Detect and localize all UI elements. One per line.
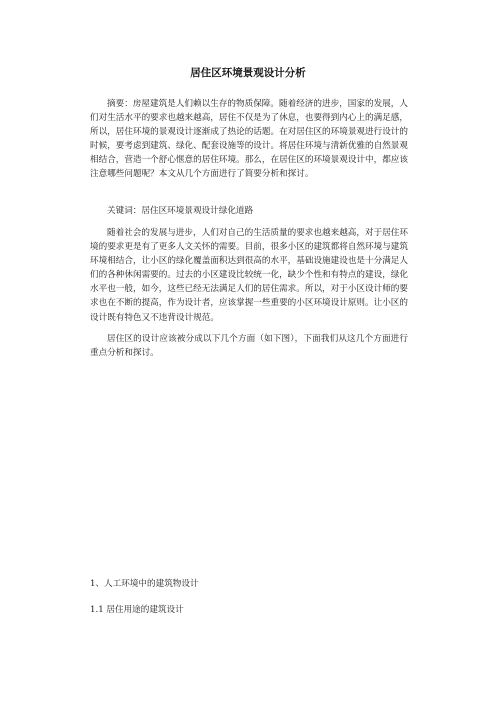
keywords-paragraph: 关键词：居住区环境景观设计绿化道路	[107, 206, 254, 216]
abstract-paragraph: 摘要：房屋建筑是人们赖以生存的物质保障。随着经济的进步，国家的发展，人们对生活水平的要求也越来越高，居住不仅是为了休息，也要得到内心上的满足感，所以，居住环境的景观设计逐渐成了热论的话题。在对居住区的环境景观进行设计的时候，要考虑到建筑、绿化、配套设施等的设计。将居住环境与清新优雅的自然景观相结合，营造一个舒心惬意的居住环境。那么，在居住区的环境景观设计中，都应该注意哪些问题呢？本文从几个方面进行了简要分析和探讨。	[90, 99, 408, 180]
section-heading-1: 1、人工环境中的建筑物设计	[90, 579, 199, 589]
intro-paragraph: 随着社会的发展与进步，人们对自己的生活质量的要求也越来越高，对于居住环境的要求更是有了更多人文关怀的需要。目前，很多小区的建筑都将自然环境与建筑环境相结合，让小区的绿化覆盖面积达到很高的水平，基础设施建设也是十分满足人们的各种休闲需要的。过去的小区建设比较统一化，缺少个性和有特点的建设，绿化水平也一般，如今，这些已经无法满足人们的居住需求。所以，对于小区设计师的要求也在不断的提高，作为设计者，应该掌握一些重要的小区环境设计原则。让小区的设计既有特色又不违背设计规范。	[90, 228, 408, 323]
subsection-heading-1-1: 1.1 居住用途的建筑设计	[90, 605, 184, 615]
outline-paragraph: 居住区的设计应该被分成以下几个方面（如下图），下面我们从这几个方面进行重点分析和探讨。	[90, 334, 408, 359]
document-title: 居住区环境景观设计分析	[190, 67, 306, 79]
